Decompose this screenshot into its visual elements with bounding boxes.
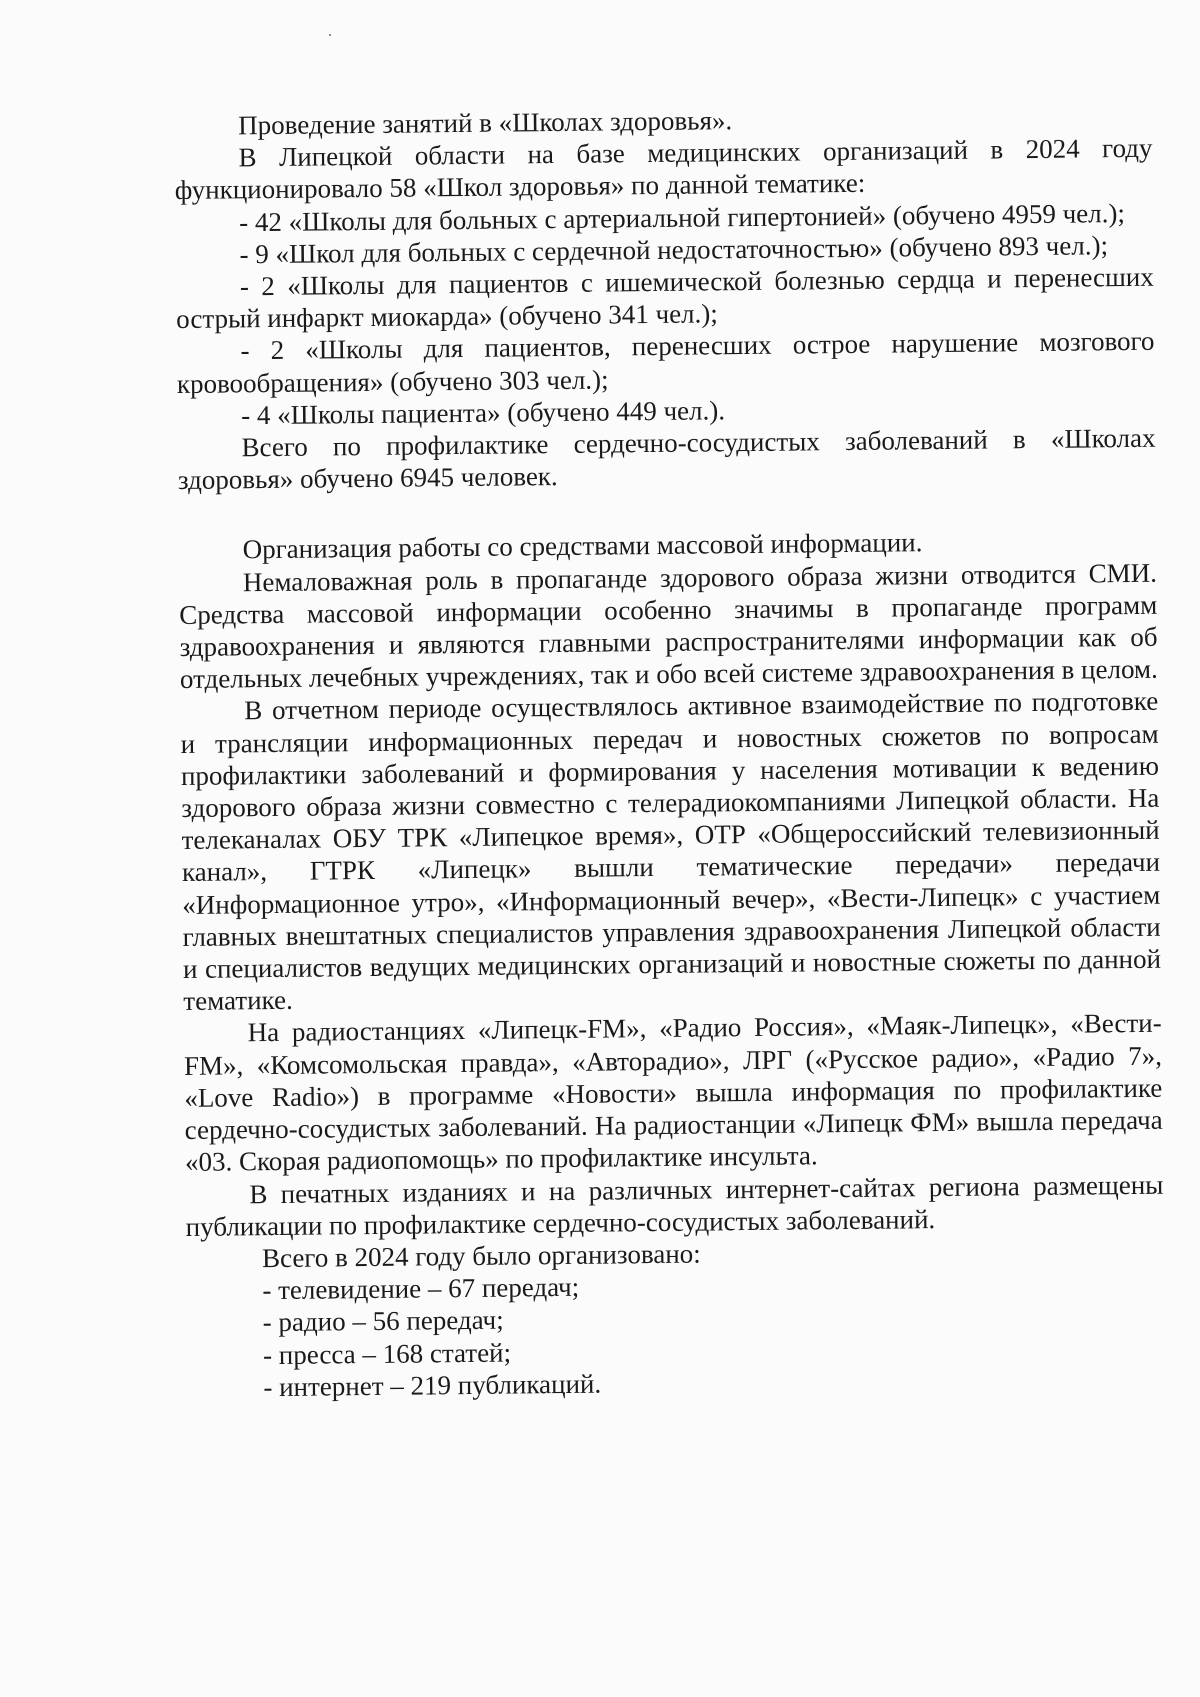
summary-item-press: - пресса – 168 статей; xyxy=(262,1337,512,1370)
summary-intro: Всего в 2024 году было организовано: xyxy=(261,1238,701,1274)
list-item: - 2 «Школы для пациентов, перенесших острое нарушение мозгового кровообращения» (обучено 303 чел.); xyxy=(176,326,1155,399)
scan-speck xyxy=(329,34,331,36)
summary-item-radio: - радио – 56 передач; xyxy=(262,1304,504,1338)
list-item: - 4 «Школы пациента» (обучено 449 чел.). xyxy=(241,395,726,431)
summary-item-tv: - телевидение – 67 передач; xyxy=(262,1271,580,1306)
section-heading-mass-media: Организация работы со средствами массовой информации. xyxy=(242,527,923,565)
document-body xyxy=(174,100,1165,1404)
paragraph-media-role: Немаловажная роль в пропаганде здорового образа жизни отводится СМИ. Средства массовой информации особенно значимы в пропаганде программ здравоохранения и являются главными распространителями информации как об отдельных лечебных учреждениях, так и обо всей системе здравоохранения в целом. xyxy=(179,557,1158,695)
paragraph-health-schools-total: Всего по профилактике сердечно-сосудистых заболеваний в «Школах здоровья» обучено 6945 человек. xyxy=(177,422,1156,496)
list-item: - 9 «Школ для больных с сердечной недостаточностью» (обучено 893 чел.); xyxy=(239,230,1109,270)
summary-item-internet: - интернет – 219 публикаций. xyxy=(263,1368,602,1402)
paragraph-print-internet: В печатных изданиях и на различных интернет-сайтах региона размещены публикации по профилактике сердечно-сосудистых заболеваний. xyxy=(185,1169,1164,1242)
paragraph-tv-cooperation: В отчетном периоде осуществлялось активное взаимодействие по подготовке и трансляции информационных передач и новостных сюжетов по вопросам профилактики заболеваний и формирования у населения мотивации к ведению здорового образа жизни совместно с телерадиокомпаниями Липецкой области. На телеканалах ОБУ ТРК «Липецкое время», ОТР «Общероссийский телевизионный канал», ГТРК «Липецк» вышли тематические передачи» передачи «Информационное утро», «Информационный вечер», «Вести-Липецк» с участием главных внештатных специалистов управления здравоохранения Липецкой области и специалистов ведущих медицинских организаций и новостные сюжеты по данной тематике. xyxy=(180,686,1162,1017)
paragraph-health-schools-intro: В Липецкой области на базе медицинских организаций в 2024 году функционировало 58 «Школ здоровья» по данной тематике: xyxy=(174,132,1153,206)
list-item: - 2 «Школы для пациентов с ишемической болезнью сердца и перенесших острый инфаркт миокарда» (обучено 341 чел.); xyxy=(176,261,1154,335)
section-heading-health-schools: Проведение занятий в «Школах здоровья». xyxy=(238,105,733,141)
list-item: - 42 «Школы для больных с артериальной гипертонией» (обучено 4959 чел.); xyxy=(239,197,1126,237)
paragraph-radio: На радиостанциях «Липецк-FM», «Радио Россия», «Маяк-Липецк», «Вести-FM», «Комсомольская правда», «Авторадио», ЛРГ («Русское радио», «Радио 7», «Love Radio») в программе «Новости» вышла информация по профилактике сердечно-сосудистых заболеваний. На радиостанции «Липецк ФМ» вышла передача «03. Скорая радиопомощь» по профилактике инсульта. xyxy=(183,1008,1163,1178)
